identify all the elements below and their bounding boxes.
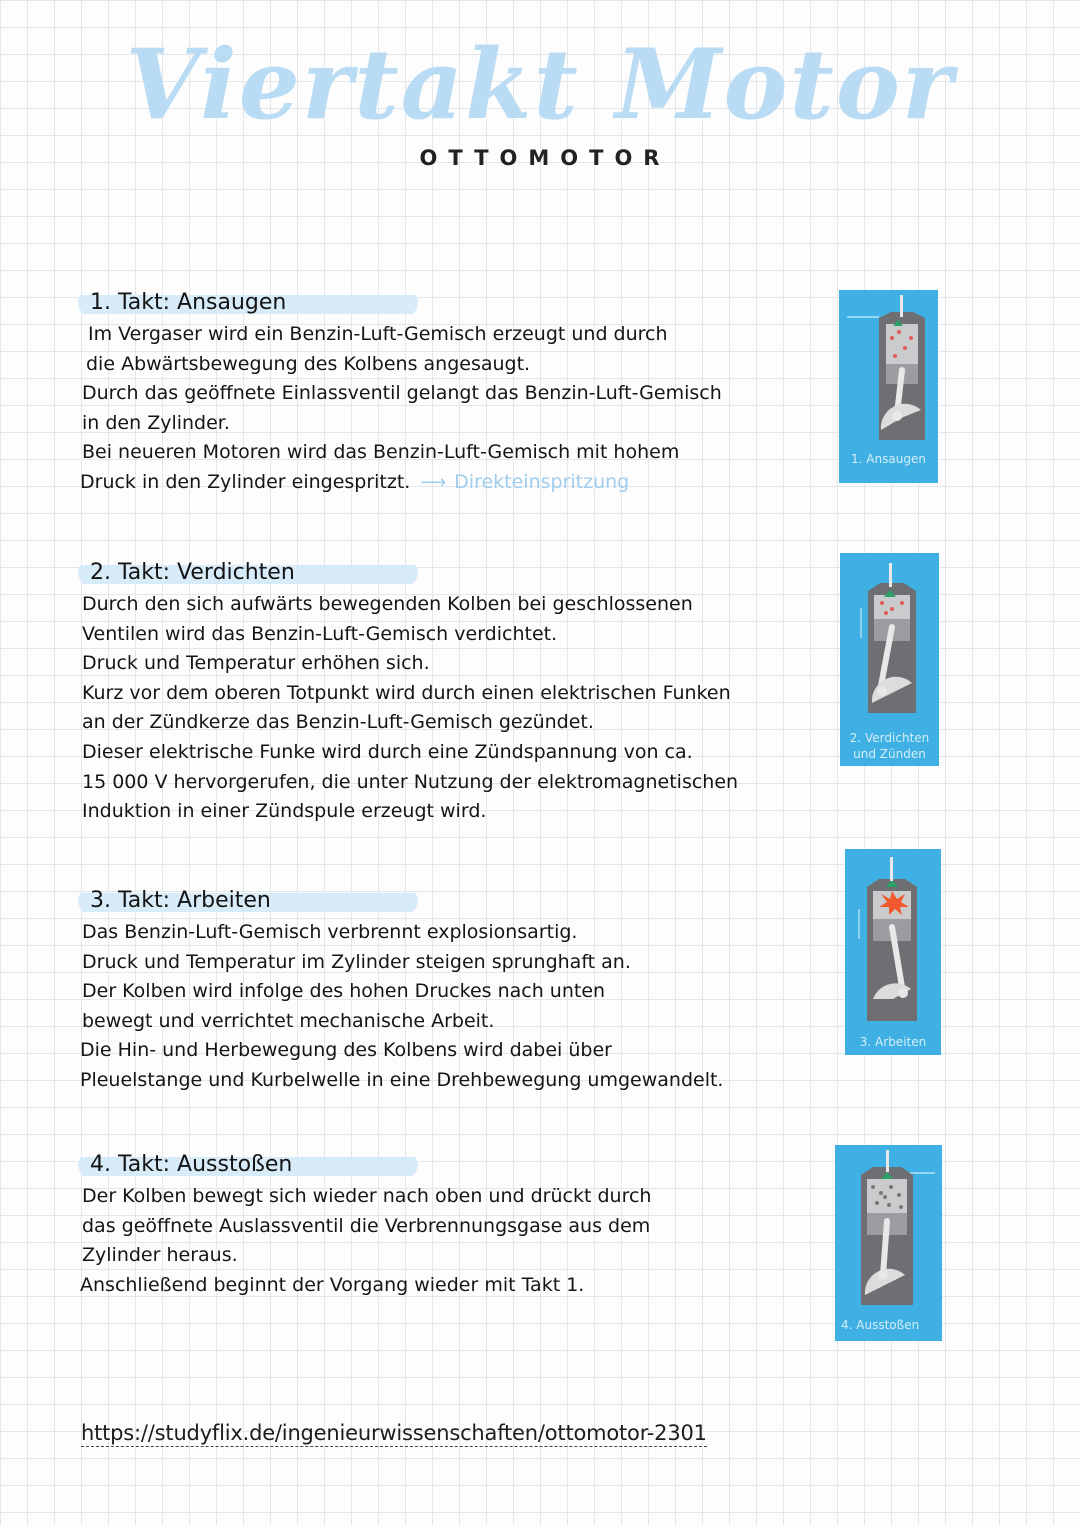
text-line: Durch das geöffnete Einlassventil gelangt das Benzin-Luft-Gemisch bbox=[82, 382, 722, 405]
source-link[interactable]: https://studyflix.de/ingenieurwissenschaften/ottomotor-2301 bbox=[81, 1421, 707, 1445]
page-title: Viertakt Motor bbox=[125, 28, 955, 141]
section-ausstossen bbox=[78, 1152, 778, 1300]
side-note: Direkteinspritzung bbox=[454, 470, 630, 493]
section-text bbox=[78, 1182, 778, 1300]
section-text bbox=[78, 320, 778, 498]
text-line: Der Kolben wird infolge des hohen Druckes nach unten bbox=[82, 980, 606, 1003]
text-line: Im Vergaser wird ein Benzin-Luft-Gemisch erzeugt und durch bbox=[88, 323, 668, 345]
diagram-label: 3. Arbeiten bbox=[859, 1035, 927, 1049]
text-line: Induktion in einer Zündspule erzeugt wird. bbox=[82, 800, 487, 823]
text-line-with-note bbox=[78, 468, 778, 498]
section-ansaugen bbox=[78, 290, 778, 498]
text-line: Pleuelstange und Kurbelwelle in eine Drehbewegung umgewandelt. bbox=[80, 1068, 724, 1091]
section-heading: 1. Takt: Ansaugen bbox=[78, 290, 418, 316]
section-text bbox=[78, 918, 778, 1096]
arrow-right-icon: ⟶ bbox=[420, 471, 447, 493]
engine-cylinder-icon bbox=[845, 849, 941, 1055]
text-line: Druck und Temperatur im Zylinder steigen sprunghaft an. bbox=[82, 950, 631, 973]
text-line: Die Hin- und Herbewegung des Kolbens wird dabei über bbox=[80, 1039, 612, 1062]
text-line: in den Zylinder. bbox=[82, 411, 230, 434]
diagram-ausstossen bbox=[835, 1145, 942, 1341]
text-line: Druck in den Zylinder eingespritzt. bbox=[80, 470, 411, 493]
text-line: das geöffnete Auslassventil die Verbrennungsgase aus dem bbox=[82, 1214, 651, 1237]
diagram-label: 4. Ausstoßen bbox=[841, 1318, 920, 1332]
diagram-verdichten bbox=[840, 553, 939, 766]
text-line: Ventilen wird das Benzin-Luft-Gemisch verdichtet. bbox=[82, 622, 558, 645]
section-heading: 4. Takt: Ausstoßen bbox=[78, 1152, 418, 1178]
text-line: Dieser elektrische Funke wird durch eine Zündspannung von ca. bbox=[82, 740, 693, 763]
text-line: Zylinder heraus. bbox=[82, 1244, 238, 1267]
engine-cylinder-icon bbox=[835, 1145, 942, 1341]
diagram-label: 1. Ansaugen bbox=[851, 452, 926, 466]
text-line: Durch den sich aufwärts bewegenden Kolben bei geschlossenen bbox=[82, 593, 693, 615]
text-line: Bei neueren Motoren wird das Benzin-Luft-Gemisch mit hohem bbox=[82, 441, 680, 464]
section-verdichten bbox=[78, 560, 778, 827]
section-arbeiten bbox=[78, 888, 778, 1096]
text-line: 15 000 V hervorgerufen, die unter Nutzung der elektromagnetischen bbox=[82, 770, 739, 793]
page-subtitle: OTTOMOTOR bbox=[419, 146, 671, 170]
text-line: Anschließend beginnt der Vorgang wieder mit Takt 1. bbox=[80, 1273, 585, 1296]
section-heading: 2. Takt: Verdichten bbox=[78, 560, 418, 586]
section-text bbox=[78, 590, 778, 827]
text-line: an der Zündkerze das Benzin-Luft-Gemisch gezündet. bbox=[82, 711, 594, 734]
text-line: bewegt und verrichtet mechanische Arbeit. bbox=[82, 1009, 495, 1032]
diagram-label: 2. Verdichten bbox=[849, 731, 930, 745]
text-line: Das Benzin-Luft-Gemisch verbrennt explosionsartig. bbox=[82, 921, 578, 943]
diagram-label: und Zünden bbox=[853, 747, 926, 761]
text-line: Druck und Temperatur erhöhen sich. bbox=[82, 652, 430, 675]
text-line: Der Kolben bewegt sich wieder nach oben und drückt durch bbox=[82, 1185, 652, 1207]
diagram-ansaugen bbox=[839, 290, 938, 483]
diagram-arbeiten bbox=[845, 849, 941, 1055]
text-line: die Abwärtsbewegung des Kolbens angesaugt. bbox=[86, 352, 531, 375]
section-heading: 3. Takt: Arbeiten bbox=[78, 888, 418, 914]
text-line: Kurz vor dem oberen Totpunkt wird durch einen elektrischen Funken bbox=[82, 681, 731, 704]
